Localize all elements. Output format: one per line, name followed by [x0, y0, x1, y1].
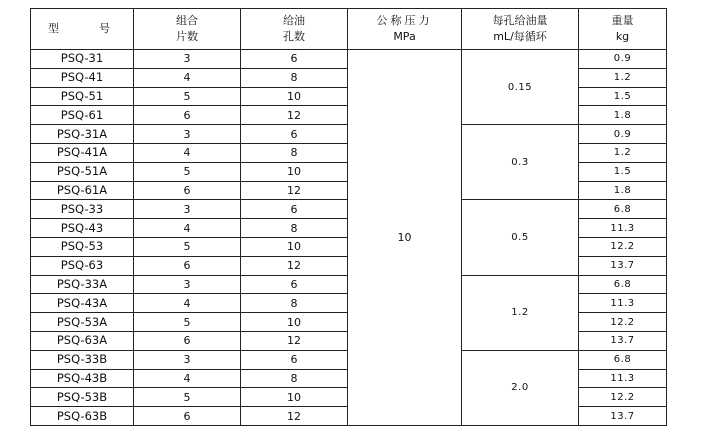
- header-row: [31, 9, 667, 50]
- header-model: 型 号: [31, 9, 134, 50]
- outlets-cell: 8: [241, 143, 348, 162]
- pieces-cell: 5: [134, 313, 241, 332]
- weight-cell: 12.2: [579, 313, 667, 332]
- model-cell: PSQ-31: [31, 50, 134, 69]
- outlets-cell: 12: [241, 331, 348, 350]
- pieces-cell: 4: [134, 219, 241, 238]
- spec-table: [30, 8, 667, 426]
- outlets-cell: 6: [241, 350, 348, 369]
- pressure-cell: 10: [348, 50, 462, 426]
- pieces-cell: 6: [134, 256, 241, 275]
- outlets-cell: 6: [241, 50, 348, 69]
- outlets-cell: 8: [241, 369, 348, 388]
- weight-cell: 6.8: [579, 350, 667, 369]
- model-cell: PSQ-63: [31, 256, 134, 275]
- pieces-cell: 6: [134, 181, 241, 200]
- outlets-cell: 10: [241, 313, 348, 332]
- oil-per-outlet-cell: 0.3: [462, 125, 579, 200]
- model-cell: PSQ-33: [31, 200, 134, 219]
- weight-cell: 6.8: [579, 275, 667, 294]
- model-cell: PSQ-53A: [31, 313, 134, 332]
- model-cell: PSQ-33B: [31, 350, 134, 369]
- weight-cell: 1.2: [579, 68, 667, 87]
- outlets-cell: 12: [241, 181, 348, 200]
- model-cell: PSQ-43B: [31, 369, 134, 388]
- model-cell: PSQ-51A: [31, 162, 134, 181]
- pieces-cell: 3: [134, 125, 241, 144]
- header-outlets: 给油 孔数: [241, 9, 348, 50]
- pieces-cell: 6: [134, 106, 241, 125]
- outlets-cell: 6: [241, 125, 348, 144]
- pieces-cell: 4: [134, 369, 241, 388]
- outlets-cell: 10: [241, 87, 348, 106]
- outlets-cell: 10: [241, 162, 348, 181]
- pieces-cell: 6: [134, 331, 241, 350]
- model-cell: PSQ-61: [31, 106, 134, 125]
- pieces-cell: 3: [134, 350, 241, 369]
- oil-per-outlet-cell: 0.15: [462, 50, 579, 125]
- weight-cell: 11.3: [579, 369, 667, 388]
- pieces-cell: 4: [134, 143, 241, 162]
- pieces-cell: 6: [134, 407, 241, 426]
- model-cell: PSQ-53: [31, 237, 134, 256]
- model-cell: PSQ-31A: [31, 125, 134, 144]
- pieces-cell: 3: [134, 275, 241, 294]
- pieces-cell: 4: [134, 68, 241, 87]
- weight-cell: 6.8: [579, 200, 667, 219]
- header-oil-per-outlet: 每孔给油量 mL/每循环: [462, 9, 579, 50]
- model-cell: PSQ-63B: [31, 407, 134, 426]
- pieces-cell: 5: [134, 237, 241, 256]
- header-pieces: 组合 片数: [134, 9, 241, 50]
- outlets-cell: 8: [241, 68, 348, 87]
- weight-cell: 1.8: [579, 106, 667, 125]
- model-cell: PSQ-43: [31, 219, 134, 238]
- weight-cell: 11.3: [579, 294, 667, 313]
- outlets-cell: 6: [241, 275, 348, 294]
- pieces-cell: 5: [134, 87, 241, 106]
- oil-per-outlet-cell: 1.2: [462, 275, 579, 350]
- weight-cell: 1.5: [579, 162, 667, 181]
- table-row: [31, 50, 667, 69]
- weight-cell: 0.9: [579, 50, 667, 69]
- model-cell: PSQ-43A: [31, 294, 134, 313]
- outlets-cell: 12: [241, 256, 348, 275]
- weight-cell: 13.7: [579, 331, 667, 350]
- pieces-cell: 3: [134, 200, 241, 219]
- oil-per-outlet-cell: 0.5: [462, 200, 579, 275]
- header-weight: 重量 kg: [579, 9, 667, 50]
- weight-cell: 0.9: [579, 125, 667, 144]
- pieces-cell: 5: [134, 388, 241, 407]
- table-body: [31, 50, 667, 426]
- weight-cell: 13.7: [579, 256, 667, 275]
- outlets-cell: 8: [241, 219, 348, 238]
- pieces-cell: 5: [134, 162, 241, 181]
- model-cell: PSQ-41A: [31, 143, 134, 162]
- weight-cell: 12.2: [579, 388, 667, 407]
- weight-cell: 11.3: [579, 219, 667, 238]
- outlets-cell: 8: [241, 294, 348, 313]
- pieces-cell: 4: [134, 294, 241, 313]
- outlets-cell: 10: [241, 388, 348, 407]
- header-pressure: 公称压力 MPa: [348, 9, 462, 50]
- outlets-cell: 12: [241, 407, 348, 426]
- model-cell: PSQ-61A: [31, 181, 134, 200]
- weight-cell: 1.8: [579, 181, 667, 200]
- outlets-cell: 10: [241, 237, 348, 256]
- model-cell: PSQ-63A: [31, 331, 134, 350]
- pieces-cell: 3: [134, 50, 241, 69]
- weight-cell: 1.2: [579, 143, 667, 162]
- oil-per-outlet-cell: 2.0: [462, 350, 579, 425]
- weight-cell: 12.2: [579, 237, 667, 256]
- model-cell: PSQ-41: [31, 68, 134, 87]
- outlets-cell: 12: [241, 106, 348, 125]
- model-cell: PSQ-33A: [31, 275, 134, 294]
- outlets-cell: 6: [241, 200, 348, 219]
- model-cell: PSQ-51: [31, 87, 134, 106]
- weight-cell: 13.7: [579, 407, 667, 426]
- weight-cell: 1.5: [579, 87, 667, 106]
- model-cell: PSQ-53B: [31, 388, 134, 407]
